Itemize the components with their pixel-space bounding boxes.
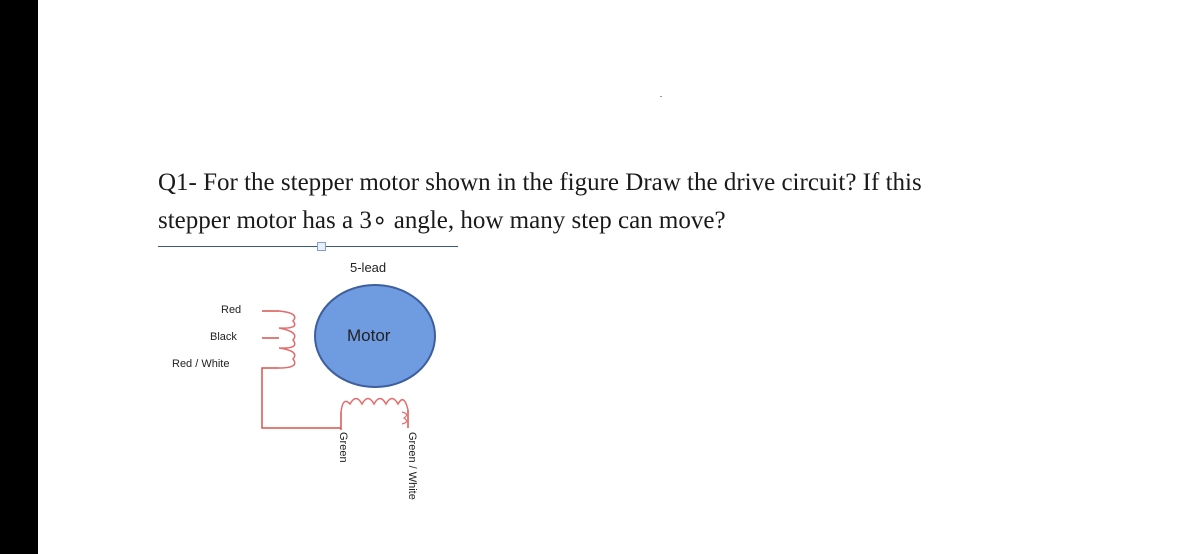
red-white-wire <box>262 368 341 428</box>
green-label: Green <box>337 432 349 463</box>
black-label: Black <box>210 331 237 343</box>
left-coil-icon <box>279 311 295 368</box>
bottom-coil-icon <box>341 399 408 413</box>
question-line-2: stepper motor has a 3∘ angle, how many step can move? <box>158 207 726 234</box>
motor-label: Motor <box>347 326 391 345</box>
question-line-1: Q1- For the stepper motor shown in the figure Draw the drive circuit? If this <box>158 169 922 196</box>
diagram-title: 5-lead <box>350 260 387 275</box>
red-white-label: Red / White <box>172 358 230 370</box>
green-white-label: Green / White <box>406 432 418 500</box>
red-label: Red <box>221 304 242 316</box>
coil-hook-icon <box>402 412 407 424</box>
